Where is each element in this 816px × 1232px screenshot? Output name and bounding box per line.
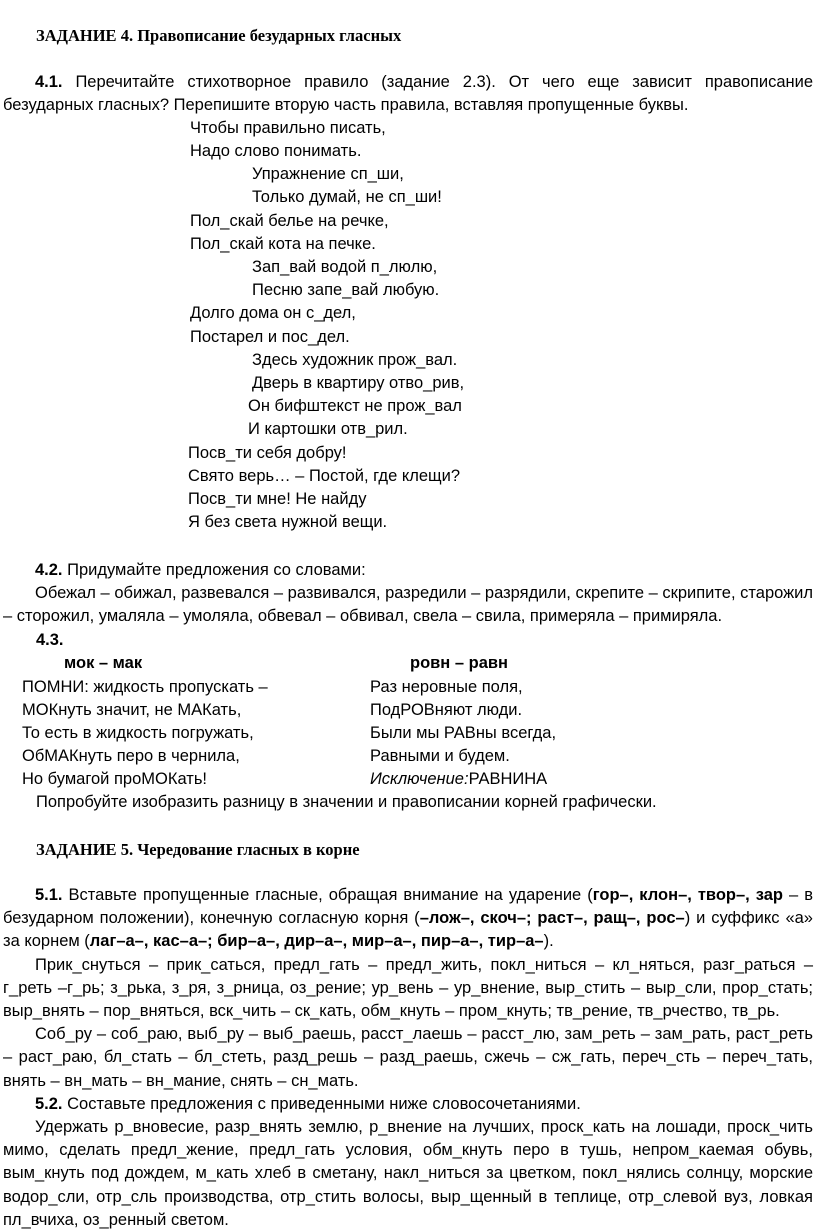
task5-2-exercise: Удержать р_вновесие, разр_внять землю, р_внение на лучших, проск_кать на лошади, проск_чить мимо, сделать предл_жение, предл_гать условия, обм_кнуть перо в тушь, непром_каемая обувь, вым_кнуть под дождем, м_кать хлеб в сметану, накл_ниться за цветком, покл_нялись солнцу, морские водор_сли, отр_сль производства, отр_стить волосы, выр_щенный в теплице, отр_слевой вуз, ловкая пл_вчиха, оз_ренный светом.: [3, 1118, 813, 1229]
column1-line: То есть в жидкость погружать,: [22, 724, 254, 742]
task4-3-footer: Попробуйте изобразить разницу в значении и правописании корней графически.: [36, 793, 657, 811]
column1-line: МОКнуть значит, не МАКать,: [22, 701, 242, 719]
column1-heading: мок – мак: [64, 654, 143, 672]
task5-1-text-d: ).: [543, 932, 554, 951]
poem-line: Здесь художник прож_вал.: [252, 351, 458, 369]
column1-line: ОбМАКнуть перо в чернила,: [22, 747, 240, 765]
poem-line: Песню запе_вай любую.: [252, 281, 440, 299]
task5-title: ЗАДАНИЕ 5. Чередование гласных в корне: [36, 840, 360, 859]
task4-1-text: Перечитайте стихотворное правило (задание 2.3). От чего еще зависит правописание безударных гласных? Перепишите вторую часть правила, вставляя пропущенные буквы.: [3, 73, 813, 115]
task4-1-number: 4.1.: [35, 73, 63, 91]
poem-line: Чтобы правильно писать,: [190, 119, 386, 137]
poem-line: Я без света нужной вещи.: [188, 513, 388, 531]
poem-line: Он бифштекст не прож_вал: [248, 397, 462, 415]
column1-line: ПОМНИ: жидкость пропускать –: [22, 678, 268, 696]
task4-2-number: 4.2.: [35, 561, 63, 579]
poem-line: Пол_скай белье на речке,: [190, 212, 389, 230]
task5-2-number: 5.2.: [35, 1094, 63, 1113]
poem-line: Постарел и пос_дел.: [190, 328, 350, 346]
poem-line: Посв_ти мне! Не найду: [188, 490, 367, 508]
task4-2-text: Придумайте предложения со словами:: [62, 561, 366, 579]
task5-1-exercise-1: Прик_снуться – прик_саться, предл_гать – предл_жить, покл_ниться – кл_няться, разг_раться – г_реть –г_рь; з_рька, з_ря, з_рница, оз_рение; ур_вень – ур_внение, выр_стить – выр_сли, прор_стать; выр_внять – пор_вняться, вск_чить – ск_кать, обм_кнуть – пром_кнуть; тв_рение, тв_рчество, тв_рь.: [3, 955, 813, 1021]
poem-line: И картошки отв_рил.: [248, 420, 408, 438]
task4-title: ЗАДАНИЕ 4. Правописание безударных гласных: [36, 26, 402, 45]
exception-word: РАВНИНА: [468, 770, 548, 788]
task5-1-text-c: ) и суффикс «а» за корнем (: [3, 909, 813, 951]
column2-line: Были мы РАВны всегда,: [370, 724, 557, 742]
column2-line: Равными и будем.: [370, 747, 510, 765]
task5-1-text-b: – в безударном положении), конечную согласную корня (: [3, 886, 813, 928]
task4-1-paragraph: [3, 71, 813, 117]
task5-1-exercise-2: Соб_ру – соб_раю, выб_ру – выб_раешь, расст_лаешь – расст_лю, зам_реть – зам_рать, раст_реть – раст_раю, бл_стать – бл_стеть, разд_решь – разд_раешь, сжечь – сж_гать, переч_сть – переч_тать, внять – вн_мать – вн_мание, снять – сн_мать.: [3, 1025, 813, 1090]
poem-line: Зап_вай водой п_люлю,: [252, 258, 438, 276]
poem-line: Посв_ти себя добру!: [188, 444, 347, 462]
poem-line: Дверь в квартиру отво_рив,: [252, 374, 465, 392]
exception-label: Исключение:: [370, 770, 469, 788]
poem-line: Долго дома он с_дел,: [190, 304, 356, 322]
column2-line: ПодРОВняют люди.: [370, 701, 523, 719]
poem-line: Пол_скай кота на печке.: [190, 235, 376, 253]
poem-line: Упражнение сп_ши,: [252, 165, 404, 183]
exception-line: [370, 768, 547, 791]
task5-1-paragraph: [3, 884, 813, 1232]
task4-2-paragraph: [3, 559, 813, 629]
poem-line: Свято верь… – Постой, где клещи?: [188, 467, 461, 485]
column2-line: Раз неровные поля,: [370, 678, 523, 696]
poem-line: Надо слово понимать.: [190, 142, 362, 160]
task5-1-roots-2: –лож–, скоч–; раст–, ращ–, рос–: [419, 909, 685, 928]
task5-2-text: Составьте предложения с приведенными ниже словосочетаниями.: [62, 1094, 581, 1113]
task4-2-words: Обежал – обижал, развевался – развивался, разредили – разрядили, скрепите – скрипите, старожил – сторожил, умаляла – умоляла, обвевал – обвивал, свела – свила, примеряла – примиряла.: [3, 584, 813, 626]
task5-1-text-a: Вставьте пропущенные гласные, обращая внимание на ударение (: [62, 886, 593, 904]
task5-1-number: 5.1.: [35, 886, 63, 904]
task5-1-roots-1: гор–, клон–, твор–, зар: [592, 886, 784, 904]
task4-3-number: 4.3.: [36, 631, 64, 649]
poem-line: Только думай, не сп_ши!: [252, 188, 442, 206]
column2-heading: ровн – равн: [410, 654, 508, 672]
task5-1-roots-3: лаг–а–, кас–а–; бир–а–, дир–а–, мир–а–, пир–а–, тир–а–: [89, 932, 544, 951]
column1-line: Но бумагой проМОКать!: [22, 770, 208, 788]
